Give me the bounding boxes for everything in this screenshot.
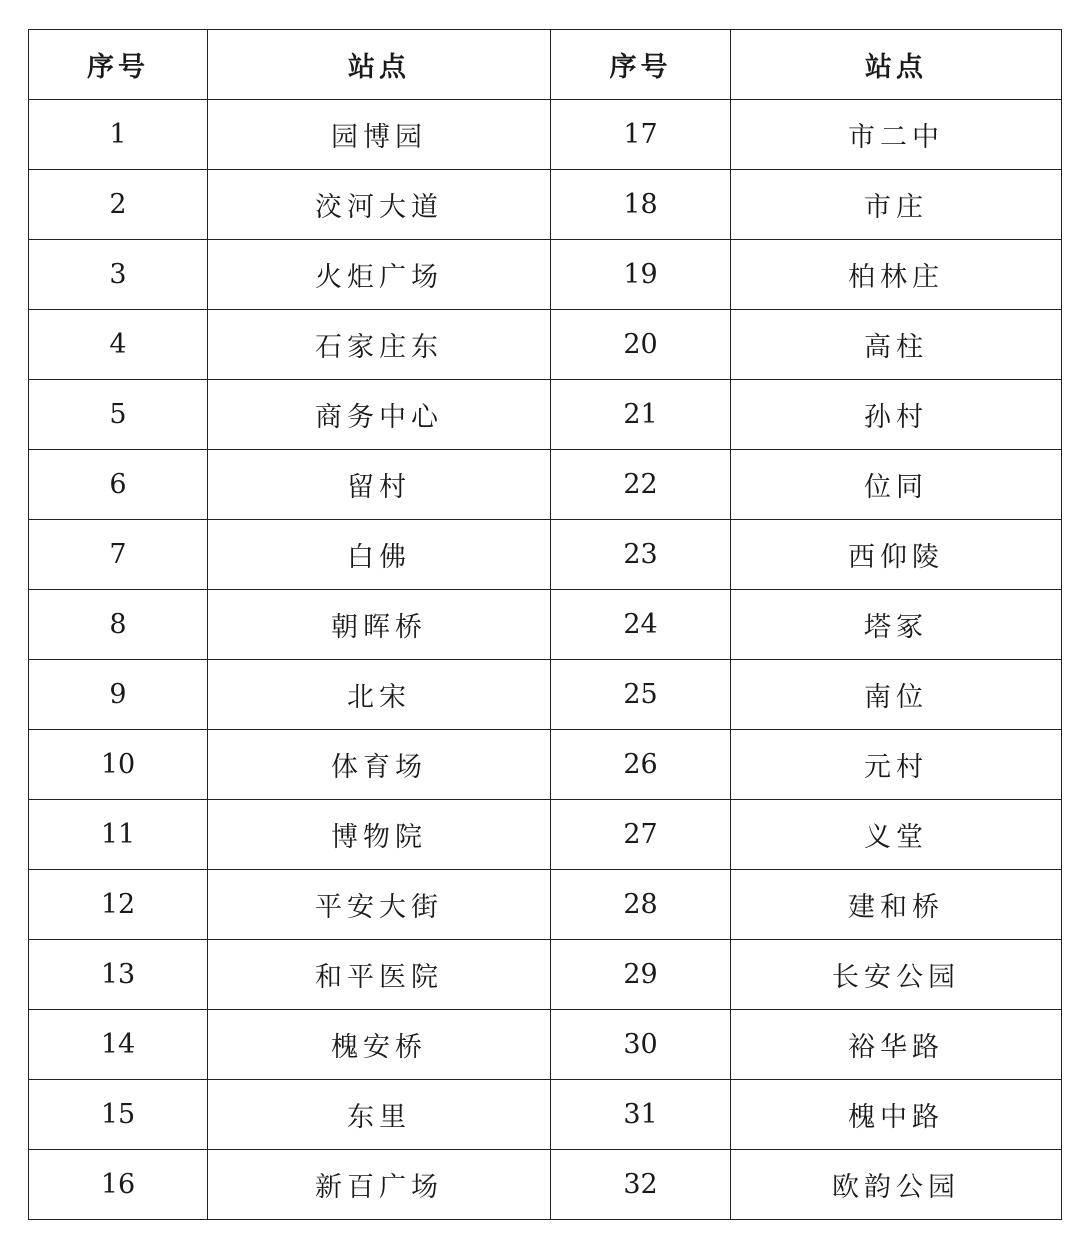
table-row (29, 730, 1062, 800)
row-index-left: 16 (29, 1150, 208, 1220)
row-station-left: 东里 (208, 1080, 551, 1150)
row-station-left: 新百广场 (208, 1150, 551, 1220)
row-index-left: 13 (29, 940, 208, 1010)
row-station-right: 市庄 (731, 170, 1062, 240)
table-row (29, 170, 1062, 240)
row-station-left: 平安大街 (208, 870, 551, 940)
row-station-right: 位同 (731, 450, 1062, 520)
table-row (29, 800, 1062, 870)
row-station-left: 白佛 (208, 520, 551, 590)
table-row (29, 940, 1062, 1010)
row-station-left: 槐安桥 (208, 1010, 551, 1080)
row-index-left: 11 (29, 800, 208, 870)
row-station-right: 元村 (731, 730, 1062, 800)
row-station-right: 西仰陵 (731, 520, 1062, 590)
row-index-right: 30 (551, 1010, 731, 1080)
table-row (29, 520, 1062, 590)
table-row (29, 660, 1062, 730)
row-index-left: 4 (29, 310, 208, 380)
row-station-left: 园博园 (208, 100, 551, 170)
row-station-right: 槐中路 (731, 1080, 1062, 1150)
row-station-right: 欧韵公园 (731, 1150, 1062, 1220)
row-station-left: 留村 (208, 450, 551, 520)
header-station-right: 站点 (731, 30, 1062, 100)
table-row (29, 380, 1062, 450)
row-index-left: 3 (29, 240, 208, 310)
row-index-left: 2 (29, 170, 208, 240)
row-station-left: 朝晖桥 (208, 590, 551, 660)
row-station-left: 体育场 (208, 730, 551, 800)
row-station-right: 孙村 (731, 380, 1062, 450)
row-station-right: 塔冢 (731, 590, 1062, 660)
row-index-right: 21 (551, 380, 731, 450)
row-station-right: 长安公园 (731, 940, 1062, 1010)
row-index-right: 17 (551, 100, 731, 170)
table-row (29, 1080, 1062, 1150)
row-index-left: 14 (29, 1010, 208, 1080)
row-station-right: 义堂 (731, 800, 1062, 870)
row-station-right: 裕华路 (731, 1010, 1062, 1080)
header-station-left: 站点 (208, 30, 551, 100)
station-table (28, 29, 1062, 1220)
row-index-left: 15 (29, 1080, 208, 1150)
header-index-left: 序号 (29, 30, 208, 100)
row-index-right: 22 (551, 450, 731, 520)
row-index-right: 19 (551, 240, 731, 310)
row-index-right: 32 (551, 1150, 731, 1220)
row-index-right: 26 (551, 730, 731, 800)
table-row (29, 590, 1062, 660)
row-index-right: 29 (551, 940, 731, 1010)
row-station-left: 北宋 (208, 660, 551, 730)
row-index-left: 6 (29, 450, 208, 520)
row-index-left: 1 (29, 100, 208, 170)
row-station-right: 柏林庄 (731, 240, 1062, 310)
row-index-right: 27 (551, 800, 731, 870)
row-index-right: 31 (551, 1080, 731, 1150)
row-index-right: 20 (551, 310, 731, 380)
row-station-left: 洨河大道 (208, 170, 551, 240)
row-station-left: 博物院 (208, 800, 551, 870)
table-row (29, 1010, 1062, 1080)
table-row (29, 870, 1062, 940)
row-station-left: 和平医院 (208, 940, 551, 1010)
table-row (29, 240, 1062, 310)
table-row (29, 310, 1062, 380)
row-index-right: 18 (551, 170, 731, 240)
row-index-right: 25 (551, 660, 731, 730)
row-index-left: 12 (29, 870, 208, 940)
row-index-left: 9 (29, 660, 208, 730)
row-index-right: 24 (551, 590, 731, 660)
table-row (29, 100, 1062, 170)
row-station-right: 市二中 (731, 100, 1062, 170)
table-body (29, 100, 1062, 1220)
header-index-right: 序号 (551, 30, 731, 100)
row-index-right: 28 (551, 870, 731, 940)
row-index-left: 10 (29, 730, 208, 800)
row-station-left: 石家庄东 (208, 310, 551, 380)
table-header-row (29, 30, 1062, 100)
row-index-left: 8 (29, 590, 208, 660)
row-index-right: 23 (551, 520, 731, 590)
row-station-left: 火炬广场 (208, 240, 551, 310)
row-station-right: 南位 (731, 660, 1062, 730)
table-row (29, 1150, 1062, 1220)
table-row (29, 450, 1062, 520)
row-index-left: 5 (29, 380, 208, 450)
row-station-left: 商务中心 (208, 380, 551, 450)
row-station-right: 建和桥 (731, 870, 1062, 940)
row-index-left: 7 (29, 520, 208, 590)
row-station-right: 高柱 (731, 310, 1062, 380)
